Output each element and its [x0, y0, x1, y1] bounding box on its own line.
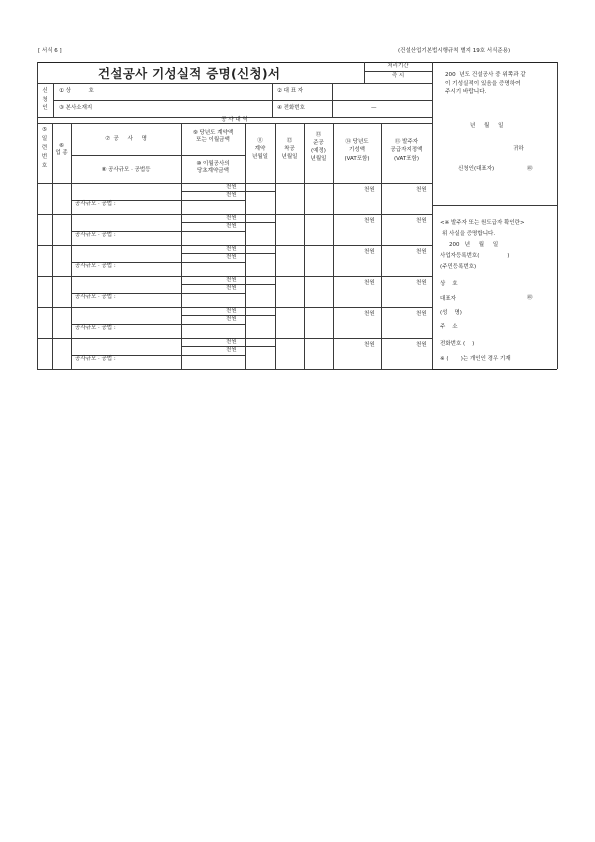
resident-reg-number: (주민등록번호) [440, 264, 477, 270]
frame-top [37, 62, 557, 63]
rep-label: ② 대 표 자 [277, 88, 304, 94]
addressee-label: 귀하 [513, 146, 524, 152]
processing-split [364, 71, 432, 72]
applicant-center-divider [272, 83, 273, 117]
col-scale-header: ⑧ 공사규모 · 공법등 [101, 167, 151, 173]
row-scale-label: 공사규모 · 공법 : [75, 232, 116, 238]
col-line-3 [181, 123, 182, 369]
col-name-header: ⑦ 공 사 명 [105, 136, 147, 142]
column-header-split [71, 155, 245, 156]
row-year-won-unit: 천원 [364, 249, 375, 255]
row-contract-won-unit: 천원 [226, 215, 237, 221]
panel-divider [432, 62, 433, 369]
row-year-won-unit: 천원 [364, 311, 375, 317]
col-contract-date-header: ⑪ 계약 년월일 [252, 138, 268, 160]
cert-text: 위 사실을 증명합니다. [442, 231, 496, 237]
form-number: [ 서식 6 ] [38, 48, 62, 54]
row-contract-won-unit: 천원 [226, 308, 237, 314]
row-carry-won-unit: 천원 [226, 223, 237, 229]
row-owner-won-unit: 천원 [416, 342, 427, 348]
row-contract-won-unit: 천원 [226, 339, 237, 345]
col-owner-amount-header: ⑮ 발주자 공급자지정액 (VAT포함) [390, 139, 423, 162]
row-scale-label: 공사규모 · 공법 : [75, 325, 116, 331]
row-carry-won-unit: 천원 [226, 192, 237, 198]
row-scale-label: 공사규모 · 공법 : [75, 263, 116, 269]
col-type-header: ⑥ 업 종 [55, 143, 68, 156]
col-serial-header: ⑤ 일 련 번 호 [41, 127, 48, 169]
row-contract-won-unit: 천원 [226, 246, 237, 252]
applicant-top [37, 83, 432, 84]
applicant-side-label: 신 청 인 [42, 88, 48, 111]
row-carry-won-unit: 천원 [226, 285, 237, 291]
row-contract-won-unit: 천원 [226, 277, 237, 283]
works-section-title: 공 사 내 역 [221, 117, 248, 123]
row-carry-won-unit: 천원 [226, 347, 237, 353]
frame-right [557, 62, 558, 369]
applicant-seal-icon: ㊞ [527, 166, 533, 172]
processing-label: 처리기간 [387, 63, 409, 69]
col-start-date-header: ⑫ 착공 년월일 [281, 138, 298, 160]
col-year-amount-header: ⑭ 당년도 기성액 (VAT포함) [344, 139, 370, 162]
request-date: 년 월 일 [470, 123, 504, 129]
request-statement: 200 년도 건설공사 중 위쪽과 같 이 기성실적이 있음을 증명하여 주시기 바랍니다. [445, 72, 526, 96]
col-contract-amount-header: ⑨ 당년도 계약액 또는 이월금액 [192, 130, 234, 143]
cert-intro: <※ 발주자 또는 원도급자 확인란> [440, 220, 525, 226]
row-owner-won-unit: 천원 [416, 280, 427, 286]
cert-note: ※ ( )는 개인인 경우 기재 [440, 356, 511, 362]
applicant-value-divider [332, 83, 333, 117]
row-scale-label: 공사규모 · 공법 : [75, 201, 116, 207]
row-year-won-unit: 천원 [364, 218, 375, 224]
firm-label: ① 상 호 [59, 88, 94, 94]
phone-label: ④ 전화번호 [277, 105, 305, 111]
col-carry-amount-header: ⑩ 이월공사의 당초계약금액 [196, 161, 230, 174]
cert-rep-name: 대표자 [440, 296, 456, 302]
row-scale-label: 공사규모 · 공법 : [75, 294, 116, 300]
phone-dash: — [371, 105, 377, 111]
row-owner-won-unit: 천원 [416, 187, 427, 193]
applicant-side-divider [53, 83, 54, 117]
form-title: 건설공사 기성실적 증명(신청)서 [98, 66, 281, 81]
row-carry-won-unit: 천원 [226, 316, 237, 322]
row-owner-won-unit: 천원 [416, 218, 427, 224]
applicant-mid [53, 100, 432, 101]
row-year-won-unit: 천원 [364, 187, 375, 193]
col-line-2 [71, 123, 72, 369]
cert-phone: 전화번호 ( ) [440, 341, 475, 347]
cert-address: 주 소 [440, 324, 458, 330]
address-label: ③ 본사소재지 [59, 105, 93, 111]
business-reg-number: 사업자등록번호( ) [440, 253, 510, 259]
row-year-won-unit: 천원 [364, 342, 375, 348]
col-line-1 [52, 123, 53, 369]
row-owner-won-unit: 천원 [416, 249, 427, 255]
row-year-won-unit: 천원 [364, 280, 375, 286]
cert-person-name: (성 명) [440, 310, 462, 316]
applicant-signature-label: 신청인(대표자) [458, 166, 495, 172]
row-contract-won-unit: 천원 [226, 184, 237, 190]
cert-date: 200 년 월 일 [449, 242, 499, 248]
right-panel-divider [432, 205, 557, 206]
row-carry-won-unit: 천원 [226, 254, 237, 260]
col-complete-date-header: ⑬ 준공 (예정) 년월일 [310, 132, 327, 162]
table-row-bottom [37, 369, 432, 370]
processing-value: 즉 시 [391, 73, 405, 79]
row-scale-label: 공사규모 · 공법 : [75, 356, 116, 362]
cert-seal-icon: ㊞ [527, 295, 533, 301]
legal-reference: (건설산업기본법시행규칙 별지 19호 서식준용) [398, 48, 511, 54]
cert-firm-name: 상 호 [440, 281, 458, 287]
row-owner-won-unit: 천원 [416, 311, 427, 317]
